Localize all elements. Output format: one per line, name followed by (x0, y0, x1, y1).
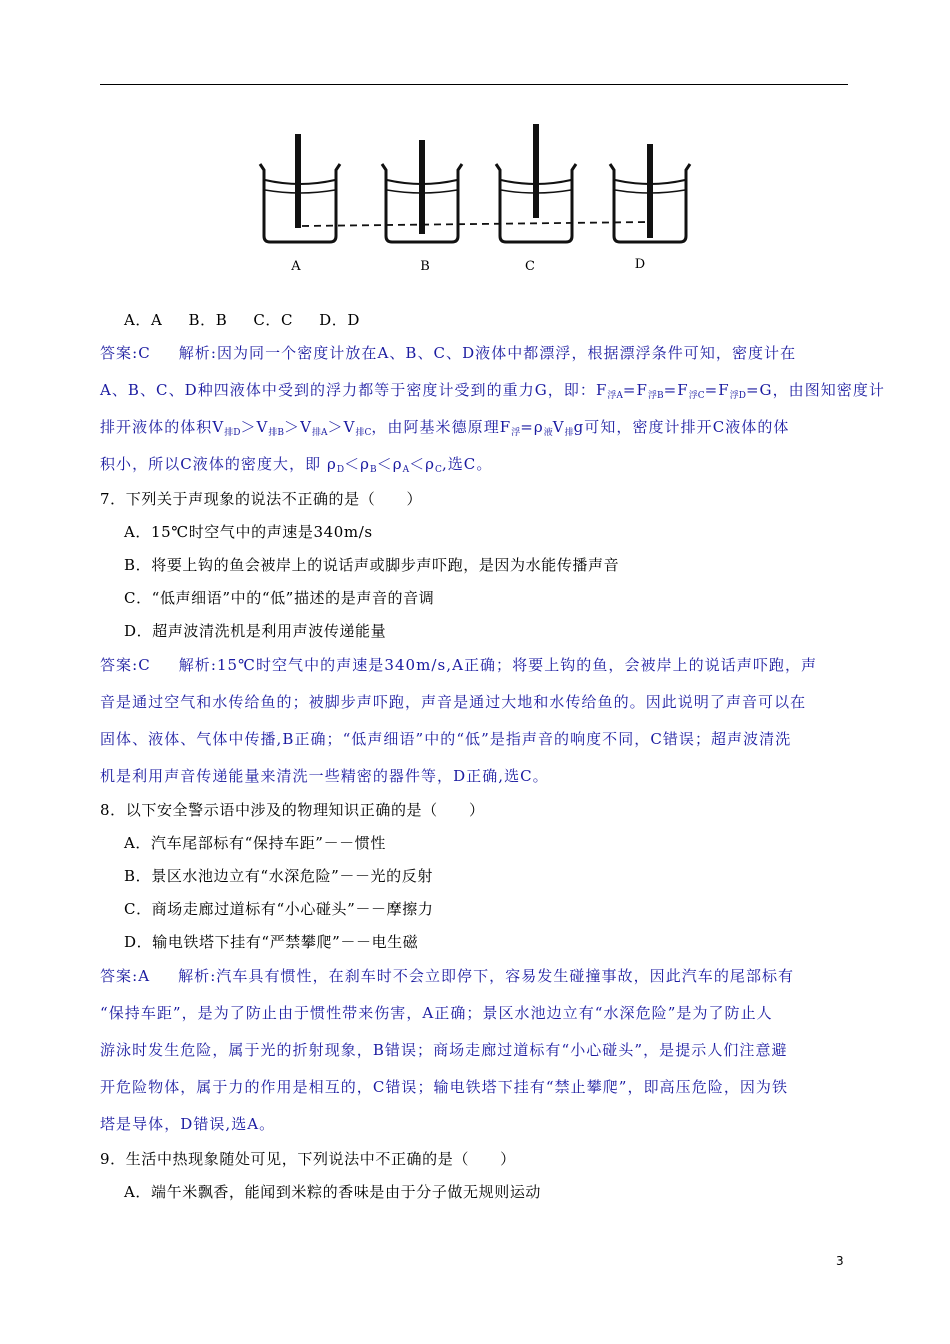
q7-option-a: A．15℃时空气中的声速是340m/s (124, 523, 373, 541)
q7-question: 7．下列关于声现象的说法不正确的是（ ） (100, 490, 423, 508)
q6-option-d: D．D (319, 311, 360, 329)
q9-option-a: A．端午米飘香，能闻到米粽的香味是由于分子做无规则运动 (124, 1183, 542, 1201)
q8-answer-line-1 (100, 966, 794, 986)
q6-option-c: C．C (253, 311, 294, 329)
q7-option-b: B．将要上钩的鱼会被岸上的说话声或脚步声吓跑，是因为水能传播声音 (124, 556, 620, 574)
q6-answer-tag: 答案:C (100, 344, 151, 362)
q7-answer-line-4: 机是利用声音传递能量来清洗一些精密的器件等，D正确,选C。 (100, 767, 549, 785)
q7-option-c: C．“低声细语”中的“低”描述的是声音的音调 (124, 589, 435, 607)
figure-label-d: D (634, 257, 646, 272)
hydrometer-beakers-figure (250, 118, 700, 288)
q8-answer-text-1: 解析:汽车具有惯性，在刹车时不会立即停下，容易发生碰撞事故，因此汽车的尾部标有 (178, 967, 795, 985)
q6-answer-text-2: A、B、C、D种四液体中受到的浮力都等于密度计受到的重力G，即： (100, 381, 596, 399)
q7-answer-line-1 (100, 655, 817, 675)
q8-option-a: A．汽车尾部标有“保持车距”－－惯性 (124, 834, 386, 852)
q7-option-d: D．超声波清洗机是利用声波传递能量 (124, 622, 387, 640)
q6-option-a: A．A (124, 311, 163, 329)
beaker-b (382, 140, 462, 242)
figure-label-b: B (420, 259, 430, 274)
beaker-d (610, 144, 690, 242)
q8-option-c: C．商场走廊过道标有“小心碰头”－－摩擦力 (124, 900, 434, 918)
q7-answer-line-3: 固体、液体、气体中传播,B正确；“低声细语”中的“低”是指声音的响度不同，C错误；超声波清洗 (100, 730, 792, 748)
q7-answer-line-2: 音是通过空气和水传给鱼的；被脚步声吓跑，声音是通过大地和水传给鱼的。因此说明了声音可以在 (100, 693, 807, 711)
q6-answer-text-4: 积小，所以C液体的密度大，即 (100, 455, 322, 473)
q8-option-d: D．输电铁塔下挂有“严禁攀爬”－－电生磁 (124, 933, 419, 951)
q6-option-b: B．B (188, 311, 228, 329)
q6-answer-line-3: 排开液体的体积$V_{排D}>V_{排B}>V_{排A}>V_{排C}$，由阿基米德原理$F_浮=\rho_液V_排g$可知，密度计排开C液体的体 (100, 418, 790, 438)
q8-question: 8．以下安全警示语中涉及的物理知识正确的是（ ） (100, 801, 485, 819)
q6-answer-text-3: 排开液体的体积 (100, 418, 213, 436)
q6-answer-text-1: 解析:因为同一个密度计放在A、B、C、D液体中都漂浮，根据漂浮条件可知，密度计在 (178, 344, 797, 362)
q7-answer-tag: 答案:C (100, 656, 151, 674)
q9-question: 9．生活中热现象随处可见，下列说法中不正确的是（ ） (100, 1150, 516, 1168)
q6-answer-line-2: A、B、C、D种四液体中受到的浮力都等于密度计受到的重力G，即：$F_{浮A}=F_{浮B}=F_{浮C}=F_{浮D}=G$，由图知密度计 (100, 381, 885, 401)
q6-answer-line-4: 积小，所以C液体的密度大，即 $\rho_D<\rho_B<\rho_A<\rho_C$,选C。 (100, 455, 493, 475)
q8-answer-line-5: 塔是导体，D错误,选A。 (100, 1115, 276, 1133)
page-number: 3 (836, 1254, 844, 1268)
q7-answer-text-1: 解析:15℃时空气中的声速是340m/s,A正确；将要上钩的鱼，会被岸上的说话声吓跑，声 (178, 656, 818, 674)
q8-option-b: B．景区水池边立有“水深危险”－－光的反射 (124, 867, 433, 885)
q6-options (124, 310, 386, 330)
q8-answer-line-4: 开危险物体，属于力的作用是相互的，C错误；输电铁塔下挂有“禁止攀爬”，即高压危险，因为铁 (100, 1078, 789, 1096)
q8-answer-line-3: 游泳时发生危险，属于光的折射现象，B错误；商场走廊过道标有“小心碰头”，是提示人们注意避 (100, 1041, 788, 1059)
reference-dashed-line (302, 222, 650, 226)
header-rule (100, 84, 848, 85)
figure-label-a: A (291, 259, 301, 274)
q8-answer-line-2: “保持车距”，是为了防止由于惯性带来伤害，A正确；景区水池边立有“水深危险”是为了防止人 (100, 1004, 773, 1022)
q8-answer-tag: 答案:A (100, 967, 151, 985)
q6-answer-line-1 (100, 343, 796, 363)
figure-label-c: C (525, 259, 535, 274)
